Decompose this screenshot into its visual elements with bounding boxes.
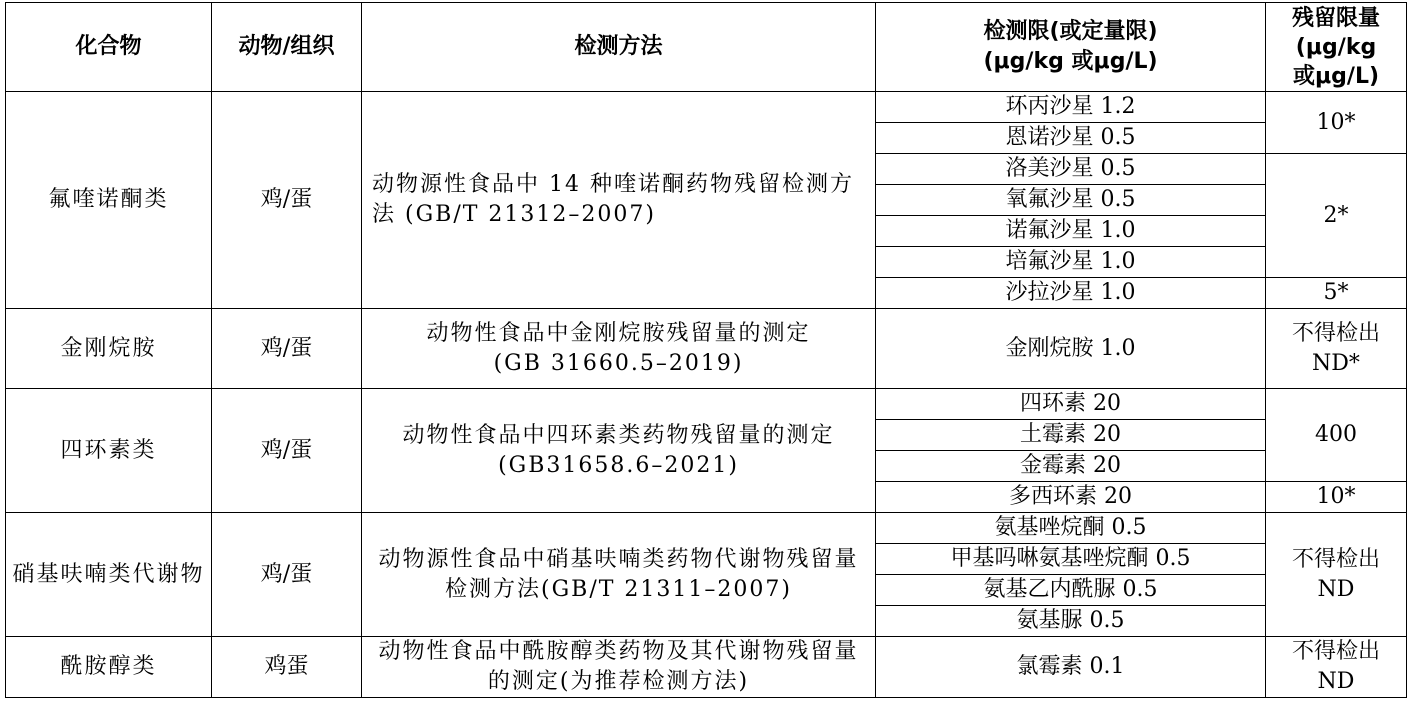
detection-cell: 金霉素 20	[876, 451, 1266, 482]
method-line: (GB 31660.5–2019)	[493, 350, 744, 376]
compound-cell: 金刚烷胺	[6, 309, 212, 389]
detection-cell: 氧氟沙星 0.5	[876, 185, 1266, 216]
detection-cell: 沙拉沙星 1.0	[876, 278, 1266, 309]
limit-cell: 5*	[1266, 278, 1407, 309]
animal-cell: 鸡/蛋	[212, 389, 362, 513]
method-cell: 动物性食品中酰胺醇类药物及其代谢物残留量的测定(为推荐检测方法)	[362, 637, 876, 698]
table-row	[6, 92, 1407, 123]
method-line: 动物性食品中金刚烷胺残留量的测定	[426, 320, 811, 346]
header-residue-limit-line2: (μg/kg	[1295, 34, 1377, 60]
animal-cell: 鸡/蛋	[212, 513, 362, 637]
method-cell: 动物性食品中四环素类药物残留量的测定(GB31658.6–2021)	[362, 389, 876, 513]
detection-cell: 诺氟沙星 1.0	[876, 216, 1266, 247]
compound-cell: 硝基呋喃类代谢物	[6, 513, 212, 637]
detection-cell: 氨基唑烷酮 0.5	[876, 513, 1266, 544]
header-detection-limit-line2: (μg/kg 或μg/L)	[983, 49, 1158, 74]
method-cell: 动物源性食品中硝基呋喃类药物代谢物残留量检测方法(GB/T 21311–2007)	[362, 513, 876, 637]
limit-cell	[1266, 637, 1407, 698]
header-residue-limit-line3: 或μg/L)	[1292, 63, 1380, 89]
table-row	[6, 309, 1407, 389]
method-cell	[362, 309, 876, 389]
detection-cell: 氯霉素 0.1	[876, 637, 1266, 698]
detection-cell: 氨基脲 0.5	[876, 606, 1266, 637]
table-row	[6, 389, 1407, 420]
detection-cell: 培氟沙星 1.0	[876, 247, 1266, 278]
method-cell: 动物源性食品中 14 种喹诺酮药物残留检测方法 (GB/T 21312–2007)	[362, 92, 876, 309]
compound-cell: 四环素类	[6, 389, 212, 513]
limit-cell: 10*	[1266, 92, 1407, 154]
compound-cell: 氟喹诺酮类	[6, 92, 212, 309]
animal-cell: 鸡/蛋	[212, 92, 362, 309]
header-method: 检测方法	[362, 3, 876, 92]
limit-cell: 400	[1266, 389, 1407, 482]
detection-cell: 四环素 20	[876, 389, 1266, 420]
limit-line: 不得检出	[1291, 546, 1380, 572]
header-detection-limit	[876, 3, 1266, 92]
animal-cell: 鸡/蛋	[212, 309, 362, 389]
table-row	[6, 637, 1407, 698]
header-compound: 化合物	[6, 3, 212, 92]
detection-cell: 土霉素 20	[876, 420, 1266, 451]
limit-line: ND	[1317, 576, 1355, 602]
detection-cell: 甲基吗啉氨基唑烷酮 0.5	[876, 544, 1266, 575]
header-detection-limit-line1: 检测限(或定量限)	[983, 19, 1158, 44]
detection-cell: 氨基乙内酰脲 0.5	[876, 575, 1266, 606]
detection-cell: 洛美沙星 0.5	[876, 154, 1266, 185]
detection-cell: 恩诺沙星 0.5	[876, 123, 1266, 154]
limit-cell	[1266, 513, 1407, 637]
detection-cell: 多西环素 20	[876, 482, 1266, 513]
header-animal-tissue: 动物/组织	[212, 3, 362, 92]
limit-cell: 2*	[1266, 154, 1407, 278]
header-residue-limit	[1266, 3, 1407, 92]
limit-line: 不得检出	[1291, 320, 1380, 346]
detection-cell: 环丙沙星 1.2	[876, 92, 1266, 123]
residue-limit-table	[5, 2, 1407, 698]
table-row	[6, 513, 1407, 544]
header-row	[6, 3, 1407, 92]
detection-cell: 金刚烷胺 1.0	[876, 309, 1266, 389]
header-residue-limit-line1: 残留限量	[1291, 5, 1380, 31]
compound-cell: 酰胺醇类	[6, 637, 212, 698]
limit-cell: 10*	[1266, 482, 1407, 513]
limit-line: ND	[1317, 669, 1355, 694]
limit-line: ND*	[1312, 350, 1360, 376]
limit-cell	[1266, 309, 1407, 389]
animal-cell: 鸡蛋	[212, 637, 362, 698]
limit-line: 不得检出	[1291, 639, 1380, 664]
